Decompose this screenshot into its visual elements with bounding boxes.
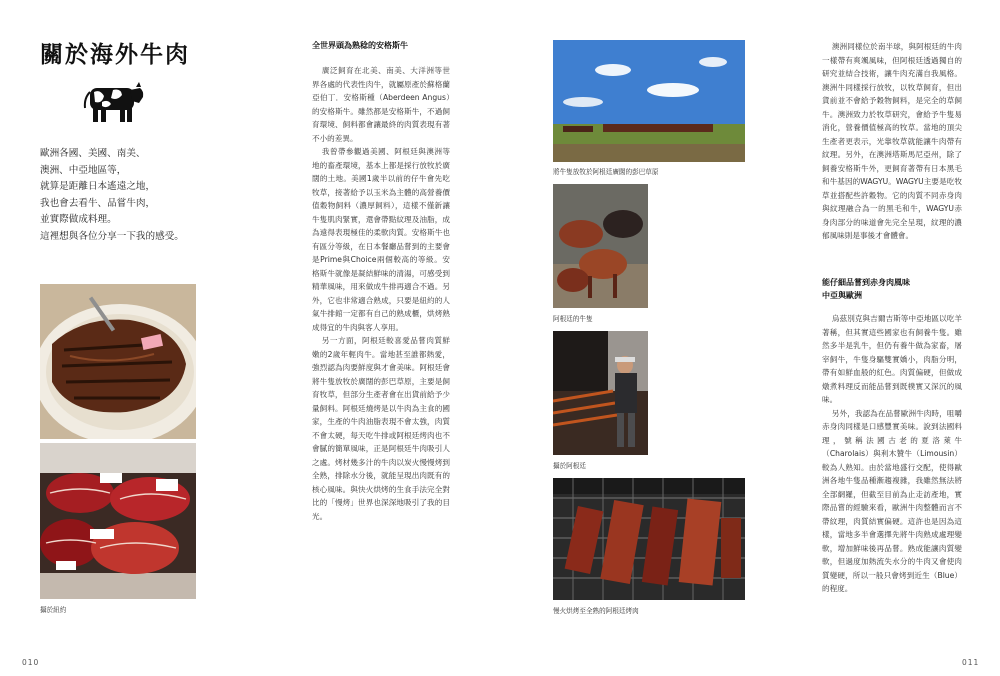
- article-column-angus: [312, 64, 450, 523]
- paragraph: 另一方面，阿根廷較喜愛品嘗肉質鮮嫩的2歲年輕肉牛。當地甚至誰都熱愛，強烈認為肉要鮮度與才會美味。阿根廷會將牛隻放牧於廣闊的彭巴草原，主要是飼育牧草，但部分生產者會在出貨前給予少量飼料。阿根廷燒烤是以牛肉為主食的國家，生產的牛肉油脂表現不會太強，肉質不會太硬，每天吃牛排或阿根廷烤肉也不會膩的簡單風味，正是阿根廷牛肉吸引人之處。烤材幾多汁的牛肉以炭火慢慢烤到全熟，排除水分後，就能呈現出肉既有的核心風味。與快火烘烤的生食手法完全對比的「慢烤」世界也深深地吸引了我的目光。: [312, 336, 450, 521]
- section-heading-angus: 全世界頭為熟稔的安格斯牛: [312, 41, 408, 50]
- article-column-europe: [822, 312, 962, 596]
- paragraph: 廣泛飼育在北美、南美、大洋洲等世界各處的代表性肉牛，就屬原產於蘇格蘭亞伯丁．安格斯種（Aberdeen Angus）的安格斯牛。雖然都是安格斯牛，不過飼育環境、飼料都會讓最終的肉質表現有著不小的差異。: [312, 66, 450, 143]
- intro-line: 這裡想與各位分享一下我的感受。: [40, 230, 184, 242]
- cow-icon: [80, 78, 146, 124]
- intro-line: 就算是距離日本遙遠之地，: [40, 181, 156, 193]
- heading-line: 能仔細品嘗到赤身肉風味: [822, 278, 910, 287]
- caption-pampas: 將牛隻放牧於阿根廷廣闊的彭巴草原: [553, 168, 659, 176]
- intro-line: 並實際做成料理。: [40, 214, 117, 226]
- intro-line: 歐洲各國、美國、南美、: [40, 148, 146, 159]
- intro-line: 我也會去看牛、品嘗牛肉，: [40, 197, 156, 209]
- page-number-right: 011: [962, 658, 980, 667]
- caption-argentine-cattle: 阿根廷的牛隻: [553, 315, 593, 323]
- caption-asado: 慢火烘烤至全熟的阿根廷烤肉: [553, 607, 639, 615]
- heading-line: 中亞與歐洲: [822, 291, 862, 300]
- meat-counter-photo: [40, 443, 196, 599]
- grill-chef-photo: [553, 331, 648, 455]
- steak-photo: [40, 284, 196, 439]
- intro-line: 澳洲、中亞地區等，: [40, 164, 127, 176]
- intro-text: [40, 146, 200, 246]
- asado-photo: [553, 478, 745, 600]
- paragraph: 澳洲同樣位於南半球，與阿根廷的牛肉一樣帶有爽颯風味，但阿根廷透過獨自的研究並結合技術，讓牛肉充滿自我風格。澳洲牛同樣採行放牧，以牧草飼育，但出貨前並不會給予穀物飼料，是完全的草飼牛。澳洲致力於牧草研究，會給予牛隻易消化，營養價值極高的牧草。當地的頂尖生產者更表示，光靠牧草就能讓牛肉帶有紋理。另外，在澳洲塔斯馬尼亞州，除了飼養安格斯牛外，更飼育著帶有日本黑毛和牛基因的WAGYU。WAGYU主要是吃牧草並搭配些許穀物。它的肉質不同赤身肉與紋理融合為一的黑毛和牛，WAGYU赤身肉部分的味道會先完全呈現，紋理的濃郁風味則是事後才會體會。: [822, 42, 962, 240]
- article-column-australia: [822, 40, 962, 243]
- section-heading-europe: [822, 276, 910, 302]
- caption-argentina: 攝於阿根廷: [553, 462, 586, 470]
- cattle-photo: [553, 184, 648, 308]
- paragraph: 我曾帶參觀過美國、阿根廷與澳洲等地的畜產環境，基本上都是採行放牧於廣闊的土地。美國1歲半以前的仔牛會先吃牧草，接著給予以玉米為主體的高營養價值穀物飼料（濃厚飼料），這樣不僅新讓牛隻肌肉緊實，還會帶點紋理及油脂，成為遠得表現極佳的柔軟肉質。安格斯牛也有區分等級，在日本餐廳品嘗到的主要會是Prime與Choice兩個較高的等級。安格斯牛就像是凝結鮮味的清湯，可感受到精華風味，用來做成牛排再適合不過。另外，它也非常適合熟成，只要是紐約的人氣牛排館一定都有自己的熟成櫃，烘烤熟成得宜的牛肉與客人享用。: [312, 147, 450, 332]
- pampas-photo: [553, 40, 745, 162]
- page-number-left: 010: [22, 658, 40, 667]
- paragraph: 另外，我認為在品嘗歐洲牛肉時，咀嚼赤身肉同樣是口感豐實美味。說到法國料理，號稱法國古老的夏洛萊牛（Charolais）與利木贊牛（Limousin）較為人熟知。由於當地盛行交配，使得歐洲各地牛隻品種漸趨複雜，我雖然無法將全部網羅，但截至目前為止走訪產地，實際品嘗的經驗來看，歐洲牛肉整體而言不帶紋理，肉質結實偏硬。這許也是因為這樣，當地多半會選擇先將牛肉熟成處理變軟，增加鮮味後再品嘗。熟成能讓肉質變軟，但過度加熱流失水分的牛肉又會使肉質變硬，所以一般只會烤到近生（Blue）的程度。: [822, 408, 962, 593]
- photo-caption-newyork: 攝於紐約: [40, 606, 67, 614]
- paragraph: 烏茲別克與吉爾吉斯等中亞地區以吃羊著稱，但其實這些國家也有飼養牛隻。雖然多半是乳牛，但仍有養牛做為家畜，屠宰飼牛，牛隻身驅雙實嬌小，肉脂分明，帶有如鮮血般的紅色。肉質偏硬，但做成燉煮料理反而能品嘗到既樸實又深沉的風味。: [822, 314, 962, 404]
- page-title: 關於海外牛肉: [40, 42, 190, 68]
